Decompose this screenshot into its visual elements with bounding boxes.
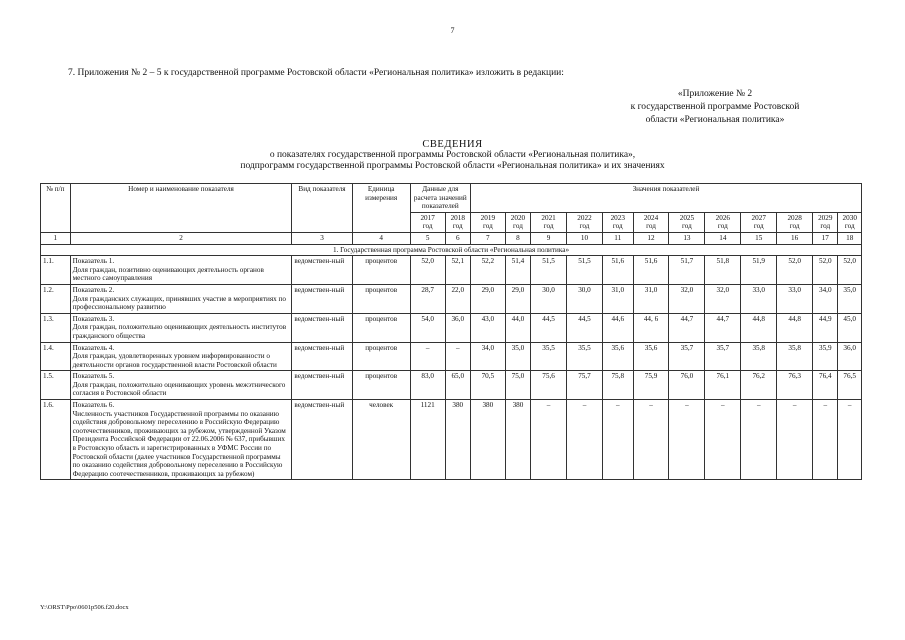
indicator-value: 36,0 — [838, 342, 862, 371]
column-number: 17 — [813, 232, 838, 244]
indicator-unit: процентов — [352, 371, 410, 400]
year-header: 2026 год — [705, 212, 741, 232]
indicator-value: – — [633, 400, 669, 480]
indicator-value: 75,0 — [505, 371, 530, 400]
column-number: 13 — [669, 232, 705, 244]
indicator-value: 44,8 — [741, 313, 777, 342]
column-number: 14 — [705, 232, 741, 244]
indicator-value: 30,0 — [567, 284, 603, 313]
header-name: Номер и наименование показателя — [70, 184, 292, 233]
year-header: 2028 год — [777, 212, 813, 232]
indicator-value: 76,3 — [777, 371, 813, 400]
column-number: 9 — [531, 232, 567, 244]
indicator-value: 380 — [505, 400, 530, 480]
indicator-value: 65,0 — [445, 371, 470, 400]
indicator-value: 52,0 — [777, 256, 813, 285]
column-number: 4 — [352, 232, 410, 244]
indicator-value: 51,5 — [567, 256, 603, 285]
row-number: 1.6. — [41, 400, 71, 480]
indicator-value: 51,9 — [741, 256, 777, 285]
document-heading — [0, 139, 905, 172]
file-path-footer: Y:\ORST\Ppo\0601p506.f20.docx — [40, 604, 129, 611]
row-number: 1.3. — [41, 313, 71, 342]
column-numbers-row — [41, 232, 862, 244]
indicator-value: 76,4 — [813, 371, 838, 400]
indicator-value: 35,7 — [669, 342, 705, 371]
indicator-value: 76,2 — [741, 371, 777, 400]
page-number: 7 — [450, 26, 455, 35]
indicator-value: 44,7 — [705, 313, 741, 342]
indicator-value: 22,0 — [445, 284, 470, 313]
indicator-value: – — [531, 400, 567, 480]
indicator-value: 34,0 — [470, 342, 505, 371]
indicator-value: – — [602, 400, 633, 480]
indicator-value: – — [567, 400, 603, 480]
indicator-value: 35,5 — [567, 342, 603, 371]
indicator-value: – — [445, 342, 470, 371]
indicator-unit: процентов — [352, 284, 410, 313]
indicator-value: 83,0 — [410, 371, 445, 400]
indicator-value: 51,4 — [505, 256, 530, 285]
row-number: 1.4. — [41, 342, 71, 371]
indicator-value: 52,1 — [445, 256, 470, 285]
section-title: 1. Государственная программа Ростовской области «Региональная политика» — [41, 244, 862, 256]
indicator-value: 51,6 — [602, 256, 633, 285]
indicator-value: 34,0 — [813, 284, 838, 313]
indicator-value: 52,0 — [813, 256, 838, 285]
indicator-value: 35,0 — [838, 284, 862, 313]
year-header: 2022 год — [567, 212, 603, 232]
indicator-value: 75,6 — [531, 371, 567, 400]
indicator-kind: ведомствен-ный — [292, 313, 352, 342]
indicator-value: 44,9 — [813, 313, 838, 342]
indicator-value: 35,5 — [531, 342, 567, 371]
indicator-value: 36,0 — [445, 313, 470, 342]
column-number: 7 — [470, 232, 505, 244]
column-number: 3 — [292, 232, 352, 244]
year-header: 2019 год — [470, 212, 505, 232]
indicator-value: 33,0 — [777, 284, 813, 313]
year-header: 2023 год — [602, 212, 633, 232]
indicator-value: 44,5 — [531, 313, 567, 342]
indicator-value: 45,0 — [838, 313, 862, 342]
appendix-line-3: области «Региональная политика» — [645, 115, 785, 125]
column-number: 5 — [410, 232, 445, 244]
table-body — [41, 244, 862, 480]
indicator-value: 35,8 — [741, 342, 777, 371]
indicator-value: 54,0 — [410, 313, 445, 342]
heading-title: СВЕДЕНИЯ — [422, 139, 483, 150]
indicator-value: – — [838, 400, 862, 480]
heading-line-3: подпрограмм государственной программы Ростовской области «Региональная политика» и их значениях — [240, 161, 665, 171]
column-number: 8 — [505, 232, 530, 244]
header-base: Данные для расчета значений показателей — [410, 184, 470, 213]
table-row — [41, 342, 862, 371]
indicator-value: 70,5 — [470, 371, 505, 400]
indicator-value: 33,0 — [741, 284, 777, 313]
indicator-value: 51,7 — [669, 256, 705, 285]
indicator-value: 43,0 — [470, 313, 505, 342]
indicator-name: Показатель 6. Численность участников Государственной программы по оказанию содействия добровольному переселению в Российскую Федерацию соотечественников, проживающих за рубежом, утвержденной Указом Президента Российской Федерации от 22.06.2006 № 637, прибывших в Ростовскую область и зарегистрированных в УФМС России по Ростовской области (далее участников Государственной программы по оказанию содействия добровольному переселению в Российскую Федерацию соотечественников, проживающих за рубежом) — [70, 400, 292, 480]
indicator-value: – — [777, 400, 813, 480]
appendix-caption — [595, 88, 835, 127]
indicator-kind: ведомствен-ный — [292, 284, 352, 313]
year-header: 2025 год — [669, 212, 705, 232]
indicator-value: 44,0 — [505, 313, 530, 342]
indicator-value: 32,0 — [669, 284, 705, 313]
column-number: 10 — [567, 232, 603, 244]
indicator-value: 30,0 — [531, 284, 567, 313]
table-row — [41, 313, 862, 342]
indicator-value: 52,2 — [470, 256, 505, 285]
header-num: № п/п — [41, 184, 71, 233]
indicator-name: Показатель 2. Доля гражданских служащих, принявших участие в мероприятиях по профессиональному развитию — [70, 284, 292, 313]
column-number: 15 — [741, 232, 777, 244]
indicator-name: Показатель 5. Доля граждан, положительно оценивающих уровень межэтнического согласия в Ростовской области — [70, 371, 292, 400]
heading-line-2: о показателях государственной программы Ростовской области «Региональная политика», — [269, 150, 636, 160]
year-header: 2029 год — [813, 212, 838, 232]
indicators-table — [40, 183, 862, 480]
indicator-value: 51,5 — [531, 256, 567, 285]
indicator-value: 380 — [445, 400, 470, 480]
header-unit: Единица измерения — [352, 184, 410, 233]
table-row — [41, 400, 862, 480]
indicator-kind: ведомствен-ный — [292, 256, 352, 285]
indicator-unit: человек — [352, 400, 410, 480]
indicator-name: Показатель 3. Доля граждан, положительно оценивающих деятельность институтов гражданского общества — [70, 313, 292, 342]
indicator-value: 32,0 — [705, 284, 741, 313]
indicator-value: 35,6 — [602, 342, 633, 371]
indicator-value: 35,8 — [777, 342, 813, 371]
year-header: 2017 год — [410, 212, 445, 232]
indicator-value: 29,0 — [470, 284, 505, 313]
column-number: 16 — [777, 232, 813, 244]
table-row — [41, 256, 862, 285]
indicator-value: 29,0 — [505, 284, 530, 313]
indicator-value: 1121 — [410, 400, 445, 480]
indicator-value: 35,0 — [505, 342, 530, 371]
indicator-value: 51,6 — [633, 256, 669, 285]
indicator-unit: процентов — [352, 256, 410, 285]
table-row — [41, 371, 862, 400]
header-kind: Вид показателя — [292, 184, 352, 233]
indicator-unit: процентов — [352, 342, 410, 371]
indicator-value: 44,6 — [602, 313, 633, 342]
indicator-value: 52,0 — [410, 256, 445, 285]
indicator-value: – — [813, 400, 838, 480]
table-row — [41, 284, 862, 313]
year-header: 2021 год — [531, 212, 567, 232]
year-header: 2020 год — [505, 212, 530, 232]
year-header: 2027 год — [741, 212, 777, 232]
indicator-value: – — [705, 400, 741, 480]
indicator-value: 76,0 — [669, 371, 705, 400]
year-header: 2030 год — [838, 212, 862, 232]
indicator-value: 75,8 — [602, 371, 633, 400]
column-number: 6 — [445, 232, 470, 244]
indicator-name: Показатель 4. Доля граждан, удовлетворенных уровнем информированности о деятельности органов государственной власти Ростовской области — [70, 342, 292, 371]
indicator-value: 76,5 — [838, 371, 862, 400]
column-number: 1 — [41, 232, 71, 244]
header-values: Значения показателей — [470, 184, 861, 213]
indicator-value: 52,0 — [838, 256, 862, 285]
indicator-value: – — [410, 342, 445, 371]
indicator-value: 35,9 — [813, 342, 838, 371]
indicator-value: 51,8 — [705, 256, 741, 285]
indicator-unit: процентов — [352, 313, 410, 342]
indicator-kind: ведомствен-ный — [292, 342, 352, 371]
appendix-line-2: к государственной программе Ростовской — [630, 102, 800, 112]
appendix-line-1: «Приложение № 2 — [677, 89, 753, 99]
row-number: 1.5. — [41, 371, 71, 400]
indicator-value: 44,5 — [567, 313, 603, 342]
intro-text: 7. Приложения № 2 – 5 к государственной программе Ростовской области «Региональная политика» изложить в редакции: — [68, 68, 564, 78]
year-header: 2018 год — [445, 212, 470, 232]
indicator-value: 31,0 — [602, 284, 633, 313]
indicator-value: 75,9 — [633, 371, 669, 400]
column-number: 12 — [633, 232, 669, 244]
indicator-value: 380 — [470, 400, 505, 480]
year-header: 2024 год — [633, 212, 669, 232]
indicator-value: – — [741, 400, 777, 480]
row-number: 1.2. — [41, 284, 71, 313]
indicator-value: 44,7 — [669, 313, 705, 342]
indicator-kind: ведомствен-ный — [292, 371, 352, 400]
indicator-value: 75,7 — [567, 371, 603, 400]
indicator-value: 31,0 — [633, 284, 669, 313]
indicator-value: 35,7 — [705, 342, 741, 371]
row-number: 1.1. — [41, 256, 71, 285]
indicator-value: 28,7 — [410, 284, 445, 313]
indicator-value: – — [669, 400, 705, 480]
column-number: 18 — [838, 232, 862, 244]
indicator-value: 76,1 — [705, 371, 741, 400]
indicator-value: 35,6 — [633, 342, 669, 371]
indicator-value: 44, 6 — [633, 313, 669, 342]
indicator-kind: ведомствен-ный — [292, 400, 352, 480]
column-number: 11 — [602, 232, 633, 244]
indicator-name: Показатель 1. Доля граждан, позитивно оценивающих деятельность органов местного самоуправления — [70, 256, 292, 285]
column-number: 2 — [70, 232, 292, 244]
indicator-value: 44,8 — [777, 313, 813, 342]
